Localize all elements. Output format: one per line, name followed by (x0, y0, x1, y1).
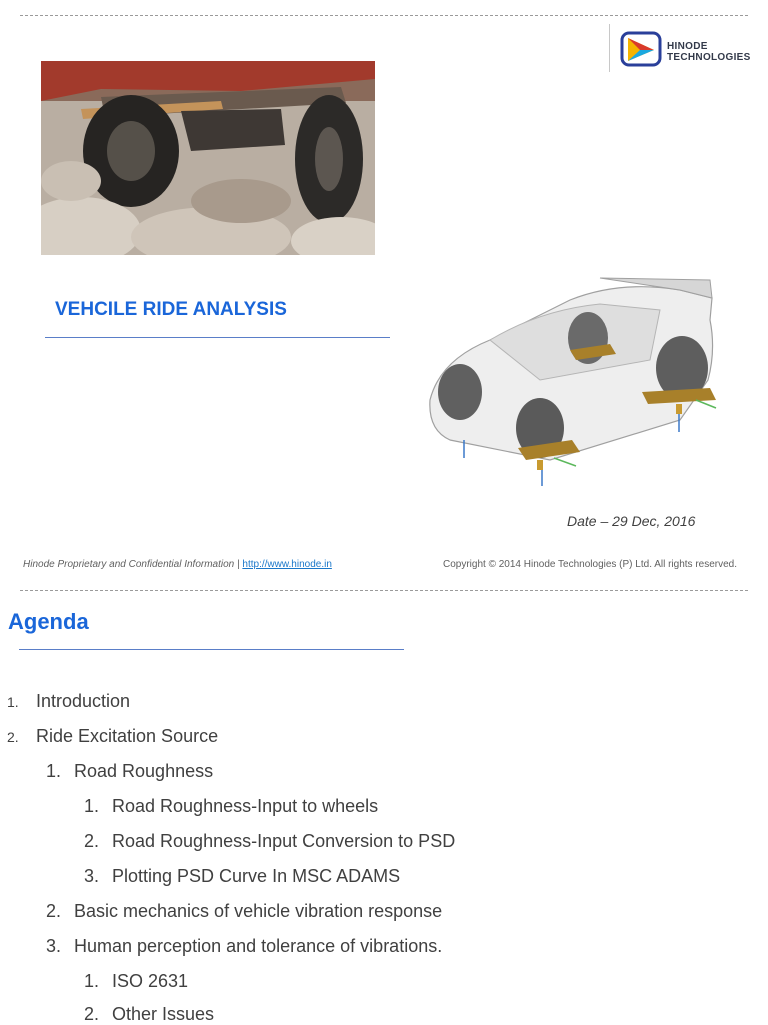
company-logo (608, 24, 758, 72)
presentation-date: Date – 29 Dec, 2016 (567, 513, 696, 529)
slide-separator (20, 590, 748, 591)
item-number: 1. (7, 694, 19, 710)
agenda-item (84, 796, 378, 817)
item-number: 1. (84, 796, 100, 816)
car-model-image (420, 270, 725, 495)
top-dashed-divider (20, 15, 748, 16)
agenda-item (7, 726, 218, 747)
item-number: 2. (7, 729, 19, 745)
agenda-item (84, 971, 188, 992)
page-title: VEHCILE RIDE ANALYSIS (55, 299, 287, 320)
item-text: Road Roughness (74, 761, 214, 781)
agenda-item (84, 1004, 214, 1025)
agenda-item (46, 761, 213, 782)
agenda-item (7, 691, 130, 712)
footer-confidential-text: Hinode Proprietary and Confidential Information | (23, 559, 240, 570)
item-text: Basic mechanics of vehicle vibration response (74, 901, 443, 921)
item-text: Road Roughness-Input Conversion to PSD (112, 831, 456, 851)
offroad-suspension-photo (41, 61, 375, 255)
logo-text-line1: HINODE (667, 41, 708, 52)
agenda-item (84, 831, 455, 852)
agenda-item (46, 901, 442, 922)
item-text: Plotting PSD Curve In MSC ADAMS (112, 866, 401, 886)
footer-confidential (23, 559, 332, 570)
item-number: 2. (84, 831, 100, 851)
item-number: 2. (46, 901, 62, 921)
logo-divider (609, 24, 610, 72)
item-number: 1. (84, 971, 100, 991)
item-number: 3. (46, 936, 62, 956)
item-number: 2. (84, 1004, 100, 1024)
title-underline (45, 337, 390, 338)
item-text: Ride Excitation Source (36, 726, 219, 746)
agenda-item (46, 936, 442, 957)
footer-website-link[interactable]: http://www.hinode.in (242, 559, 332, 570)
agenda-item (84, 866, 400, 887)
item-number: 3. (84, 866, 100, 886)
item-text: Other Issues (112, 1004, 215, 1024)
item-text: Introduction (36, 691, 131, 711)
item-text: Human perception and tolerance of vibrations. (74, 936, 443, 956)
item-text: ISO 2631 (112, 971, 189, 991)
item-text: Road Roughness-Input to wheels (112, 796, 379, 816)
footer-copyright: Copyright © 2014 Hinode Technologies (P) Ltd. All rights reserved. (443, 559, 738, 570)
agenda-heading: Agenda (8, 609, 89, 634)
item-number: 1. (46, 761, 62, 781)
logo-text-line2: TECHNOLOGIES (667, 52, 751, 63)
hinode-logo-icon (620, 30, 664, 70)
agenda-underline (19, 649, 404, 650)
